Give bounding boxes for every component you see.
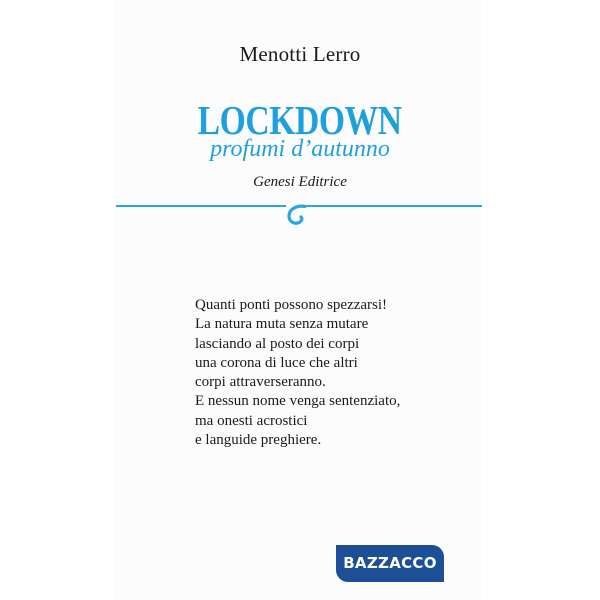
poem-line: corpi attraverseranno. [195,374,326,391]
book-title: LOCKDOWN [197,97,402,143]
poem-line: lasciando al posto dei corpi [195,335,360,352]
book-subtitle: profumi d’autunno [210,136,390,162]
author-name: Menotti Lerro [239,42,361,66]
poem-line: una corona di luce che altri [195,354,358,371]
divider-right [305,205,482,207]
poem-line: La natura muta senza mutare [195,316,369,333]
swirl-ornament-icon [283,200,313,228]
poem-line: Quanti ponti possono spezzarsi! [195,297,388,313]
poem-line: E nessun nome venga sentenziato, [195,393,401,410]
back-cover-poem [195,296,400,450]
publisher-name: Genesi Editrice [253,174,347,190]
divider-left [116,205,286,207]
poem-line: e languide preghiere. [195,432,322,449]
bazzacco-badge: BAZZACCO [336,545,444,582]
poem-line: ma onesti acrostici [195,412,308,429]
